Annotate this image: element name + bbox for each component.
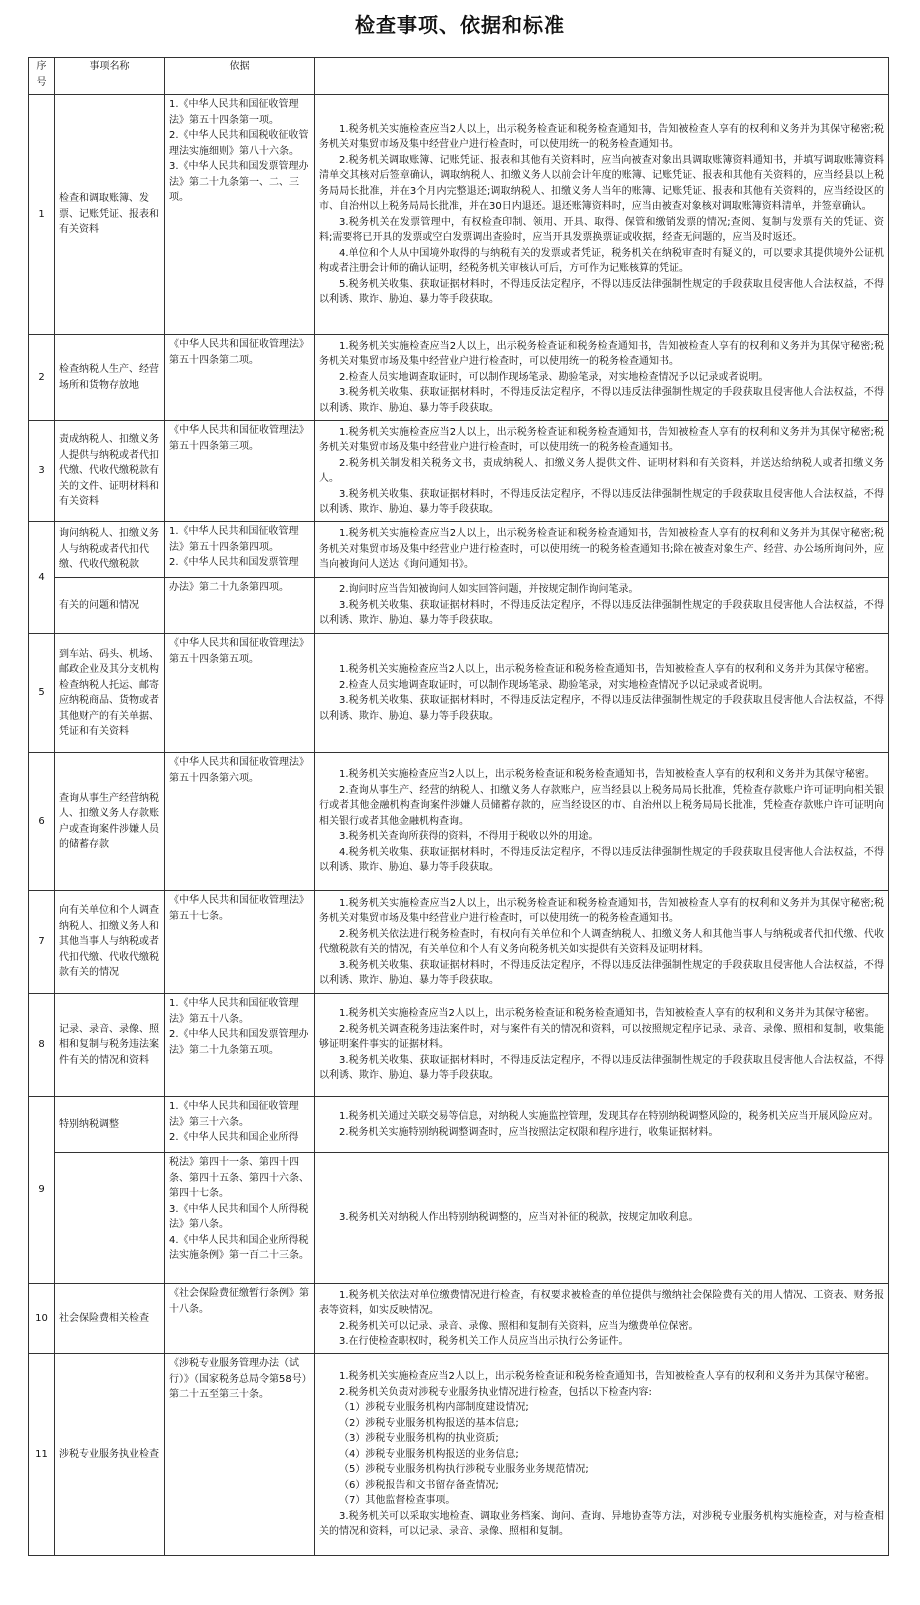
standard-line: 3.税务机关收集、获取证据材料时，不得违反法定程序，不得以违反法律强制性规定的手段获取且侵害他人合法权益，不得以利诱、欺诈、胁迫、暴力等手段获取。 [319,1054,884,1082]
legal-basis-line: 《中华人民共和国征收管理法》第五十七条。 [169,895,309,922]
row-number [29,994,55,1097]
table-row [29,522,889,578]
legal-basis [165,891,315,994]
standard-line: 1.税务机关实施检查应当2人以上，出示税务检查证和税务检查通知书，告知被检查人享有的权利和义务并为其保守秘密。 [339,664,875,675]
item-name [55,522,165,578]
standard-line: （4）涉税专业服务机构报送的业务信息; [339,1448,519,1460]
row-number [29,335,55,421]
row-number [29,891,55,994]
legal-basis-line: 1.《中华人民共和国征收管理法》第五十八条。 [169,998,299,1025]
standard-line: 4.税务机关收集、获取证据材料时，不得违反法定程序，不得以违反法律强制性规定的手段获取且侵害他人合法权益，不得以利诱、欺诈、胁迫、暴力等手段获取。 [319,846,884,874]
legal-basis [165,335,315,421]
legal-basis-line: 《涉税专业服务管理办法（试行）》（国家税务总局令第58号）第二十五至第三十条。 [169,1358,307,1400]
item-name [55,578,165,634]
legal-basis-line: 《社会保险费征缴暂行条例》第十八条。 [169,1288,309,1315]
standard-line: （5）涉税专业服务机构执行涉税专业服务业务规范情况; [339,1464,589,1476]
table-row [29,95,889,335]
row-number-text: 5 [38,687,45,699]
standard-line: （6）涉税报告和文书留存备查情况; [339,1479,499,1491]
standard-line: 2.税务机关可以记录、录音、录像、照相和复制有关资料，应当为缴费单位保密。 [339,1320,699,1332]
standard-line: （2）涉税专业服务机构报送的基本信息; [339,1417,519,1429]
table-row [29,891,889,994]
header-name: 事项名称 [55,58,165,95]
standard-line: 2.查询从事生产、经营的纳税人、扣缴义务人存款账户，应当经县以上税务局局长批准，凭检查存款账户许可证明向相关银行或者其他金融机构查询案件涉嫌人员储蓄存款的，应当经设区的市、自治州以上税务局局长批准，凭检查存款账户许可证明向相关银行或者其他金融机构查询。 [319,784,884,827]
legal-basis-line: 《中华人民共和国征收管理法》第五十四条第三项。 [169,425,309,452]
row-number-text: 4 [38,571,45,583]
legal-basis-line: 1.《中华人民共和国征收管理法》第五十四条第四项。 [169,526,299,553]
standard-line: 3.税务机关收集、获取证据材料时，不得违反法定程序，不得以违反法律强制性规定的手段获取且侵害他人合法权益，不得以利诱、欺诈、胁迫、暴力等手段获取。 [319,387,884,414]
table-header-row [29,58,889,95]
item-name [55,1354,165,1556]
standard [315,1354,889,1556]
row-number-text: 6 [38,815,45,827]
table-row [29,335,889,421]
standard-line: 1.税务机关实施检查应当2人以上，出示税务检查证和税务检查通知书，告知被检查人享有的权利和义务并为其保守秘密;税务机关对集贸市场及集中经营业户进行检查时，可以使用统一的税务检查通知书。 [319,426,884,453]
standard-line: 3.税务机关查询所获得的资料，不得用于税收以外的用途。 [339,831,599,843]
row-number [29,1097,55,1284]
item-name [55,994,165,1097]
legal-basis-line: 2.《中华人民共和国税收征收管理法实施细则》第八十六条。 [169,130,309,157]
item-name-text: 责成纳税人、扣缴义务人提供与纳税或者代扣代缴、代收代缴税款有关的文件、证明材料和有关资料 [59,434,159,508]
legal-basis-line: 1.《中华人民共和国征收管理法》第三十六条。 [169,1101,299,1128]
legal-basis [165,522,315,578]
item-name [55,753,165,891]
row-number [29,522,55,634]
standard [315,522,889,578]
header-no: 序号 [29,58,55,95]
row-number [29,1354,55,1556]
standard-line: 1.税务机关实施检查应当2人以上，出示税务检查证和税务检查通知书，告知被检查人享有的权利和义务并为其保守秘密;税务机关对集贸市场及集中经营业户进行检查时，可以使用统一的税务检查通知书。 [319,123,884,150]
table-row [29,753,889,891]
standard-line: 3.税务机关可以采取实地检查、调取业务档案、询问、查询、异地协查等方法，对涉税专业服务机构实施检查，对与检查相关的情况和资料，可以记录、录音、录像、照相和复制。 [319,1510,884,1538]
row-number [29,634,55,753]
standard-line: 2.税务机关负责对涉税专业服务执业情况进行检查，包括以下检查内容: [339,1386,652,1398]
legal-basis [165,1284,315,1354]
standard [315,994,889,1097]
row-number-text: 2 [38,371,45,383]
item-name [55,1097,165,1153]
legal-basis [165,578,315,634]
item-name-text: 检查和调取账簿、发票、记账凭证、报表和有关资料 [59,193,159,236]
standard [315,1284,889,1354]
standard [315,95,889,335]
legal-basis-line: 2.《中华人民共和国发票管理办法》第二十九条第五项。 [169,1029,309,1056]
standard-line: 3.税务机关对纳税人作出特别纳税调整的，应当对补征的税款，按规定加收利息。 [339,1212,699,1224]
row-number-text: 3 [38,465,45,477]
row-number-text: 8 [38,1039,45,1051]
header-basis: 依据 [165,58,315,95]
item-name [55,891,165,994]
standard [315,634,889,753]
header-std [315,58,889,95]
standard-line: （7）其他监督检查事项。 [339,1495,456,1507]
standard-line: 1.税务机关通过关联交易等信息，对纳税人实施监控管理，发现其存在特别纳税调整风险的，税务机关应当开展风险应对。 [339,1111,879,1122]
standard-line: 3.税务机关收集、获取证据材料时，不得违反法定程序，不得以违反法律强制性规定的手段获取且侵害他人合法权益，不得以利诱、欺诈、胁迫、暴力等手段获取。 [319,599,884,627]
legal-basis-line: 税法》第四十一条、第四十四条、第四十五条、第四十六条、第四十七条。 [169,1157,309,1199]
row-number [29,753,55,891]
item-name-text: 特别纳税调整 [59,1118,119,1130]
standard-line: 1.税务机关依法对单位缴费情况进行检查，有权要求被检查的单位提供与缴纳社会保险费有关的用人情况、工资表、财务报表等资料，如实反映情况。 [319,1289,884,1316]
item-name-text: 向有关单位和个人调查纳税人、扣缴义务人和其他当事人与纳税或者代扣代缴、代收代缴税款有关的情况 [59,905,159,979]
legal-basis [165,421,315,522]
page-title: 检查事项、依据和标准 [355,13,565,37]
legal-basis [165,634,315,753]
table-row [29,994,889,1097]
standard-line: 2.检查人员实地调查取证时，可以制作现场笔录、勘验笔录，对实地检查情况予以记录或者说明。 [339,679,769,691]
standard-line: 3.税务机关收集、获取证据材料时，不得违反法定程序，不得以违反法律强制性规定的手段获取且侵害他人合法权益，不得以利诱、欺诈、胁迫、暴力等手段获取。 [319,959,884,986]
item-name [55,1284,165,1354]
item-name-text: 有关的问题和情况 [59,599,139,611]
standard-line: 2.检查人员实地调查取证时，可以制作现场笔录、勘验笔录，对实地检查情况予以记录或者说明。 [339,371,769,383]
standard [315,753,889,891]
legal-basis-line: 《中华人民共和国征收管理法》第五十四条第六项。 [169,757,309,784]
standard-line: 2.税务机关实施特别纳税调整调查时，应当按照法定权限和程序进行，收集证据材料。 [339,1126,719,1138]
standard-line: 2.询问时应当告知被询问人如实回答问题，并按规定制作询问笔录。 [339,584,639,596]
standard-line: 3.税务机关在发票管理中，有权检查印制、领用、开具、取得、保管和缴销发票的情况;查阅、复制与发票有关的凭证、资料;需要将已开具的发票或空白发票调出查验时，应当开具发票换票证或收据，经查无问题的，应当及时返还。 [319,216,884,243]
standard [315,421,889,522]
item-name-text: 社会保险费相关检查 [59,1312,149,1324]
standard-line: 2.税务机关制发相关税务文书，责成纳税人、扣缴义务人提供文件、证明材料和有关资料，并送达给纳税人或者扣缴义务人。 [319,457,884,484]
standard-line: 1.税务机关实施检查应当2人以上，出示税务检查证和税务检查通知书，告知被检查人享有的权利和义务并为其保守秘密;税务机关对集贸市场及集中经营业户进行检查时，可以使用统一的税务检查通知书。 [319,897,884,924]
standard-line: 1.税务机关实施检查应当2人以上，出示税务检查证和税务检查通知书，告知被检查人享有的权利和义务并为其保守秘密。 [339,1371,875,1383]
legal-basis-line: 2.《中华人民共和国企业所得 [169,1132,299,1143]
standard-line: 3.税务机关收集、获取证据材料时，不得违反法定程序，不得以违反法律强制性规定的手段获取且侵害他人合法权益，不得以利诱、欺诈、胁迫、暴力等手段获取。 [319,695,884,722]
item-name [55,421,165,522]
legal-basis-line: 1.《中华人民共和国征收管理法》第五十四条第一项。 [169,99,299,126]
standard-line: 2.税务机关调取账簿、记账凭证、报表和其他有关资料时，应当向被查对象出具调取账簿资料通知书，并填写调取账簿资料清单交其核对后签章确认，调取纳税人、扣缴义务人以前会计年度的账簿、记账凭证、报表和其他有关资料的，应当经县以上税务局局长批准，并在3个月内完整退还;调取纳税人、扣缴义务人当年的账簿、记账凭证、报表和其他有关资料的，应当经设区的市、自治州以上税务局局长批准，并在30日内退还。退还账簿资料时，应当由被查对象核对调取账簿资料清单，并签章确认。 [319,154,884,212]
legal-basis-line: 《中华人民共和国征收管理法》第五十四条第二项。 [169,339,309,366]
standard-line: 5.税务机关收集、获取证据材料时，不得违反法定程序，不得以违反法律强制性规定的手段获取且侵害他人合法权益，不得以利诱、欺诈、胁迫、暴力等手段获取。 [319,278,884,305]
row-number-text: 1 [38,208,45,220]
legal-basis [165,1354,315,1556]
row-number [29,421,55,522]
table-body [29,95,889,1556]
item-name-text: 询问纳税人、扣缴义务人与纳税或者代扣代缴、代收代缴税款 [59,528,159,571]
item-name [55,95,165,335]
table-row [29,1354,889,1556]
standard-line: 1.税务机关实施检查应当2人以上，出示税务检查证和税务检查通知书，告知被检查人享有的权利和义务并为其保守秘密;税务机关对集贸市场及集中经营业户进行检查时，可以使用统一的税务检查通知书。 [319,340,884,368]
standard-line: 1.税务机关实施检查应当2人以上，出示税务检查证和税务检查通知书，告知被检查人享有的权利和义务并为其保守秘密。 [339,769,875,781]
table-row [29,421,889,522]
item-name [55,1153,165,1284]
legal-basis-line: 《中华人民共和国征收管理法》第五十四条第五项。 [169,638,309,665]
item-name-text: 记录、录音、录像、照相和复制与税务违法案件有关的情况和资料 [59,1023,159,1066]
item-name-text: 检查纳税人生产、经营场所和货物存放地 [59,364,159,391]
standard-line: 3.在行使检查职权时，税务机关工作人员应当出示执行公务证件。 [339,1336,629,1347]
item-name [55,634,165,753]
legal-basis-line: 4.《中华人民共和国企业所得税法实施条例》第一百二十三条。 [169,1234,309,1261]
legal-basis-line: 3.《中华人民共和国发票管理办法》第二十九条第一、二、三项。 [169,161,309,203]
standard-line: 4.单位和个人从中国境外取得的与纳税有关的发票或者凭证，税务机关在纳税审查时有疑义的，可以要求其提供境外公证机构或者注册会计师的确认证明，经税务机关审核认可后，方可作为记账核算的凭证。 [319,247,884,274]
standard-line: （3）涉税专业服务机构的执业资质; [339,1433,499,1445]
item-name-text: 涉税专业服务执业检查 [59,1448,159,1460]
row-number-text: 7 [38,936,45,948]
standard-line: （1）涉税专业服务机构内部制度建设情况; [339,1402,529,1414]
item-name-text: 到车站、码头、机场、邮政企业及其分支机构检查纳税人托运、邮寄应纳税商品、货物或者其他财产的有关单据、凭证和有关资料 [59,648,159,737]
standard-line: 1.税务机关实施检查应当2人以上，出示税务检查证和税务检查通知书，告知被检查人享有的权利和义务并为其保守秘密。 [339,1008,875,1020]
standard [315,1097,889,1153]
table-row [29,634,889,753]
standard-line: 3.税务机关收集、获取证据材料时，不得违反法定程序，不得以违反法律强制性规定的手段获取且侵害他人合法权益，不得以利诱、欺诈、胁迫、暴力等手段获取。 [319,488,884,515]
row-number [29,95,55,335]
legal-basis [165,994,315,1097]
legal-basis [165,1097,315,1153]
inspection-table [28,57,889,1556]
standard [315,578,889,634]
standard-line: 1.税务机关实施检查应当2人以上，出示税务检查证和税务检查通知书，告知被检查人享有的权利和义务并为其保守秘密;税务机关对集贸市场及集中经营业户进行检查时，可以使用统一的税务检查通知书;除在被查对象生产、经营、办公场所询问外，应当向被询问人送达《询问通知书》。 [319,528,884,571]
row-number-text: 11 [35,1448,48,1460]
item-name-text: 查询从事生产经营纳税人、扣缴义务人存款账户或查询案件涉嫌人员的储蓄存款 [59,792,159,850]
legal-basis-line: 2.《中华人民共和国发票管理 [169,557,299,568]
standard [315,335,889,421]
legal-basis [165,95,315,335]
legal-basis-line: 3.《中华人民共和国个人所得税法》第八条。 [169,1203,309,1230]
legal-basis [165,753,315,891]
row-number-text: 10 [35,1312,48,1324]
row-number-text: 9 [38,1184,45,1196]
standard-line: 2.税务机关调查税务违法案件时，对与案件有关的情况和资料，可以按照规定程序记录、录音、录像、照相和复制，收集能够证明案件事实的证据材料。 [319,1023,884,1051]
table-row-continued [29,578,889,634]
standard-line: 2.税务机关依法进行税务检查时，有权向有关单位和个人调查纳税人、扣缴义务人和其他当事人与纳税或者代扣代缴、代收代缴税款有关的情况，有关单位和个人有义务向税务机关如实提供有关资料及证明材料。 [319,928,884,955]
table-row-continued [29,1153,889,1284]
table-row [29,1284,889,1354]
standard [315,891,889,994]
table-row [29,1097,889,1153]
legal-basis [165,1153,315,1284]
item-name [55,335,165,421]
legal-basis-line: 办法》第二十九条第四项。 [169,582,289,593]
standard [315,1153,889,1284]
row-number [29,1284,55,1354]
